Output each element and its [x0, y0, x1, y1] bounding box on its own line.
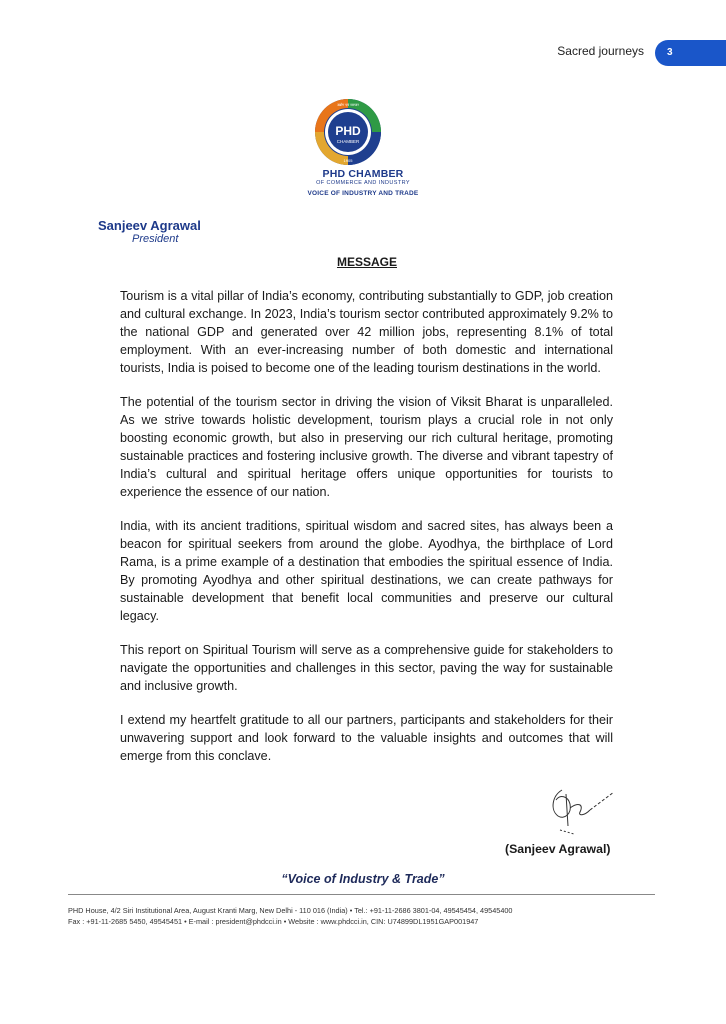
message-paragraph: India, with its ancient traditions, spiritual wisdom and sacred sites, has always been a beacon for spiritual seekers from around the globe. Ayodhya, the birthplace of Lord Rama, is a prime example of a destination that embodies the spiritual essence of India. By promoting Ayodhya and other spiritual destinations, we can create pathways for sustainable development that benefit local communities and preserve our cultural legacy. [120, 519, 613, 623]
phd-chamber-logo [314, 98, 382, 166]
running-header-title: Sacred journeys [557, 44, 644, 58]
signer-title: President [132, 233, 179, 245]
organization-subtitle: OF COMMERCE AND INDUSTRY [316, 180, 410, 186]
footer-contact: Fax : +91-11-2685 5450, 49545451 • E-mail : president@phdcci.in • Website : www.phdcci.in, CIN: U74899DL1951GAP001947 [68, 917, 479, 926]
message-paragraph: I extend my heartfelt gratitude to all our partners, participants and stakeholders for their unwavering support and look forward to the valuable insights and outcomes that will emerge from this conclave. [120, 713, 613, 763]
message-body [120, 287, 613, 781]
handwritten-signature [540, 786, 620, 836]
message-paragraph: Tourism is a vital pillar of India’s economy, contributing substantially to GDP, job creation and cultural exchange. In 2023, India’s tourism sector contributed approximately 9.2% to the national GDP and generated over 42 million jobs, representing 8.1% of total employment. With an ever-increasing number of both domestic and international tourists, India is poised to become one of the leading tourism destinations in the world. [120, 289, 613, 375]
footer-address: PHD House, 4/2 Siri Institutional Area, August Kranti Marg, New Delhi - 110 016 (India) • Tel.: +91-11-2686 3801-04, 49545454, 49545400 [68, 906, 513, 915]
motto: “Voice of Industry & Trade” [281, 872, 445, 886]
sign-off-name: (Sanjeev Agrawal) [505, 842, 611, 856]
message-heading: MESSAGE [336, 255, 397, 269]
footer-divider [68, 894, 655, 895]
logo-ring-text-bottom: 1905 [343, 158, 353, 163]
page-number-badge: 3 [655, 40, 726, 66]
logo-ring-text-top: उद्योग एवं व्यापार [337, 103, 359, 107]
signer-name: Sanjeev Agrawal [98, 218, 201, 233]
message-paragraph: This report on Spiritual Tourism will serve as a comprehensive guide for stakeholders to navigate the opportunities and challenges in this sector, paving the way for sustainable and inclusive growth. [120, 643, 613, 693]
organization-tagline: VOICE OF INDUSTRY AND TRADE [307, 190, 419, 197]
logo-label: CHAMBER [336, 139, 360, 144]
organization-name: PHD CHAMBER [322, 168, 404, 180]
logo-word: PHD [335, 124, 361, 138]
message-paragraph: The potential of the tourism sector in driving the vision of Viksit Bharat is unparalleled. As we strive towards holistic development, tourism plays a crucial role in not only boosting economic growth, but also in preserving our rich cultural heritage, promoting sustainable practices and fostering inclusive growth. The diverse and vibrant tapestry of India’s cultural and spiritual heritage offers unique opportunities for tourists to experience the essence of our nation. [120, 395, 613, 499]
